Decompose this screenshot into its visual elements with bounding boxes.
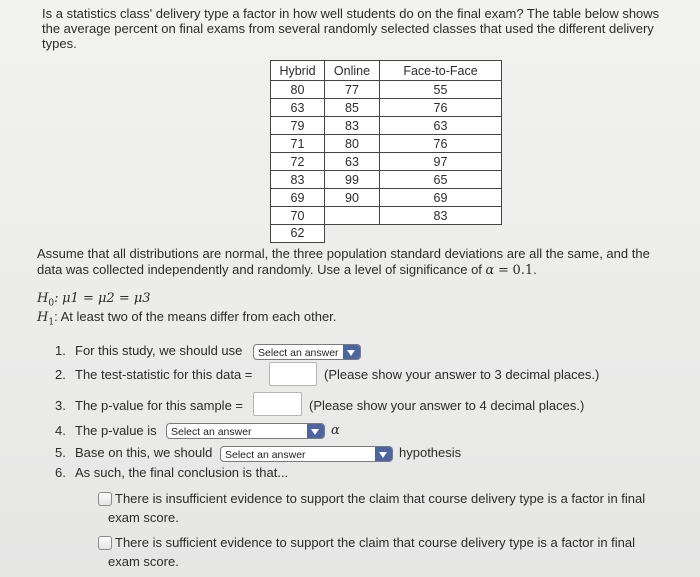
- cell: 83: [325, 117, 380, 135]
- hypothesis-word: hypothesis: [399, 445, 462, 460]
- step-number: 4.: [55, 423, 66, 438]
- table-row: [271, 153, 502, 171]
- header-hybrid: Hybrid: [271, 61, 325, 81]
- table-row: [271, 99, 502, 117]
- step-5: [55, 445, 212, 460]
- header-online: Online: [325, 61, 380, 81]
- cell: 63: [271, 99, 325, 117]
- conclusion-insufficient-checkbox[interactable]: [98, 492, 112, 506]
- step-4: [55, 423, 157, 438]
- select-label: Select an answer: [171, 426, 252, 438]
- table-row: [271, 81, 502, 99]
- conclusion-insufficient-line2: exam score.: [108, 510, 179, 525]
- table-row: [271, 171, 502, 189]
- cell: 97: [380, 153, 502, 171]
- cell: 71: [271, 135, 325, 153]
- step-number: 5.: [55, 445, 66, 460]
- cell: 76: [380, 135, 502, 153]
- step-text: As such, the final conclusion is that...: [75, 465, 289, 480]
- conclusion-sufficient-checkbox[interactable]: [98, 536, 112, 550]
- study-test-select[interactable]: [253, 344, 361, 360]
- p-value-compare-select[interactable]: [166, 423, 325, 439]
- cell: 63: [380, 117, 502, 135]
- cell: 77: [325, 81, 380, 99]
- h1-text: At least two of the means differ from each other.: [60, 309, 337, 324]
- cell: 69: [271, 189, 325, 207]
- h1-sub: 1: [48, 317, 55, 328]
- step-text: Base on this, we should: [75, 445, 213, 460]
- alt-hypothesis: $H_1$: At least two of the means differ from each other.: [37, 309, 337, 328]
- cell: 80: [325, 135, 380, 153]
- test-statistic-input[interactable]: [269, 362, 317, 386]
- cell: 55: [380, 81, 502, 99]
- step-number: 2.: [55, 367, 66, 382]
- cell: 70: [271, 207, 325, 225]
- h0-sub: 0: [48, 298, 55, 309]
- alpha-value: 0.1: [512, 263, 534, 278]
- step-3-hint: (Please show your answer to 4 decimal places.): [309, 398, 585, 413]
- alpha-symbol: α: [485, 263, 495, 278]
- null-hypothesis: $H_0$: μ1 = μ2 = μ3: [37, 291, 151, 309]
- cell: 80: [271, 81, 325, 99]
- cell: 83: [271, 171, 325, 189]
- cell: 76: [380, 99, 502, 117]
- step-text: The p-value is: [75, 423, 157, 438]
- table-row: [271, 189, 502, 207]
- cell: 79: [271, 117, 325, 135]
- cell: 90: [325, 189, 380, 207]
- table-row: [271, 207, 502, 225]
- assumptions-body: Assume that all distributions are normal, the three population standard deviations are all the same, and the data was collected independently and randomly. Use a level of significance of: [37, 246, 650, 277]
- step-text: The test-statistic for this data =: [75, 367, 253, 382]
- cell-hybrid-extra: 62: [270, 225, 325, 243]
- hypothesis-decision-select[interactable]: [220, 446, 393, 462]
- data-table: [270, 60, 502, 225]
- select-label: Select an answer: [225, 449, 306, 461]
- step-text: For this study, we should use: [75, 343, 243, 358]
- step-number: 3.: [55, 398, 66, 413]
- cell: 85: [325, 99, 380, 117]
- conclusion-insufficient-line1: There is insufficient evidence to support the claim that course delivery type is a factor in final: [115, 491, 646, 506]
- h0-label: H: [37, 291, 49, 306]
- conclusion-sufficient-line1: There is sufficient evidence to support the claim that course delivery type is a factor in final: [115, 535, 636, 550]
- dropdown-arrow-icon: [343, 345, 360, 359]
- h1-label: H: [37, 310, 49, 325]
- step-2-hint: (Please show your answer to 3 decimal places.): [324, 367, 600, 382]
- h0-expression: μ1 = μ2 = μ3: [62, 291, 151, 306]
- table-row: [271, 135, 502, 153]
- alpha-end: .: [533, 262, 537, 277]
- cell: 72: [271, 153, 325, 171]
- step-number: 1.: [55, 343, 66, 358]
- cell: [325, 207, 380, 225]
- cell: 69: [380, 189, 502, 207]
- cell: 63: [325, 153, 380, 171]
- select-label: Select an answer: [258, 347, 339, 359]
- header-face-to-face: Face-to-Face: [380, 61, 502, 81]
- step-text: The p-value for this sample =: [75, 398, 243, 413]
- cell: 99: [325, 171, 380, 189]
- p-value-input[interactable]: [253, 392, 302, 416]
- step-2: [55, 367, 252, 382]
- step-1: [55, 343, 242, 358]
- cell: 65: [380, 171, 502, 189]
- step-6: [55, 465, 288, 480]
- dropdown-arrow-icon: [307, 424, 324, 438]
- question-intro: Is a statistics class' delivery type a factor in how well students do on the final exam? The table below shows the average percent on final exams from several randomly selected classes that used the different delivery types.: [42, 6, 660, 51]
- table-row: [271, 117, 502, 135]
- alpha-symbol-step4: α: [331, 423, 340, 438]
- conclusion-sufficient-line2: exam score.: [108, 554, 179, 569]
- assumptions-text: Assume that all distributions are normal, the three population standard deviations are all the same, and the data was collected independently and randomly. Use a level of significance of α = 0.1.: [37, 246, 650, 278]
- cell: 83: [380, 207, 502, 225]
- step-number: 6.: [55, 465, 66, 480]
- dropdown-arrow-icon: [375, 447, 392, 461]
- step-3: [55, 398, 243, 413]
